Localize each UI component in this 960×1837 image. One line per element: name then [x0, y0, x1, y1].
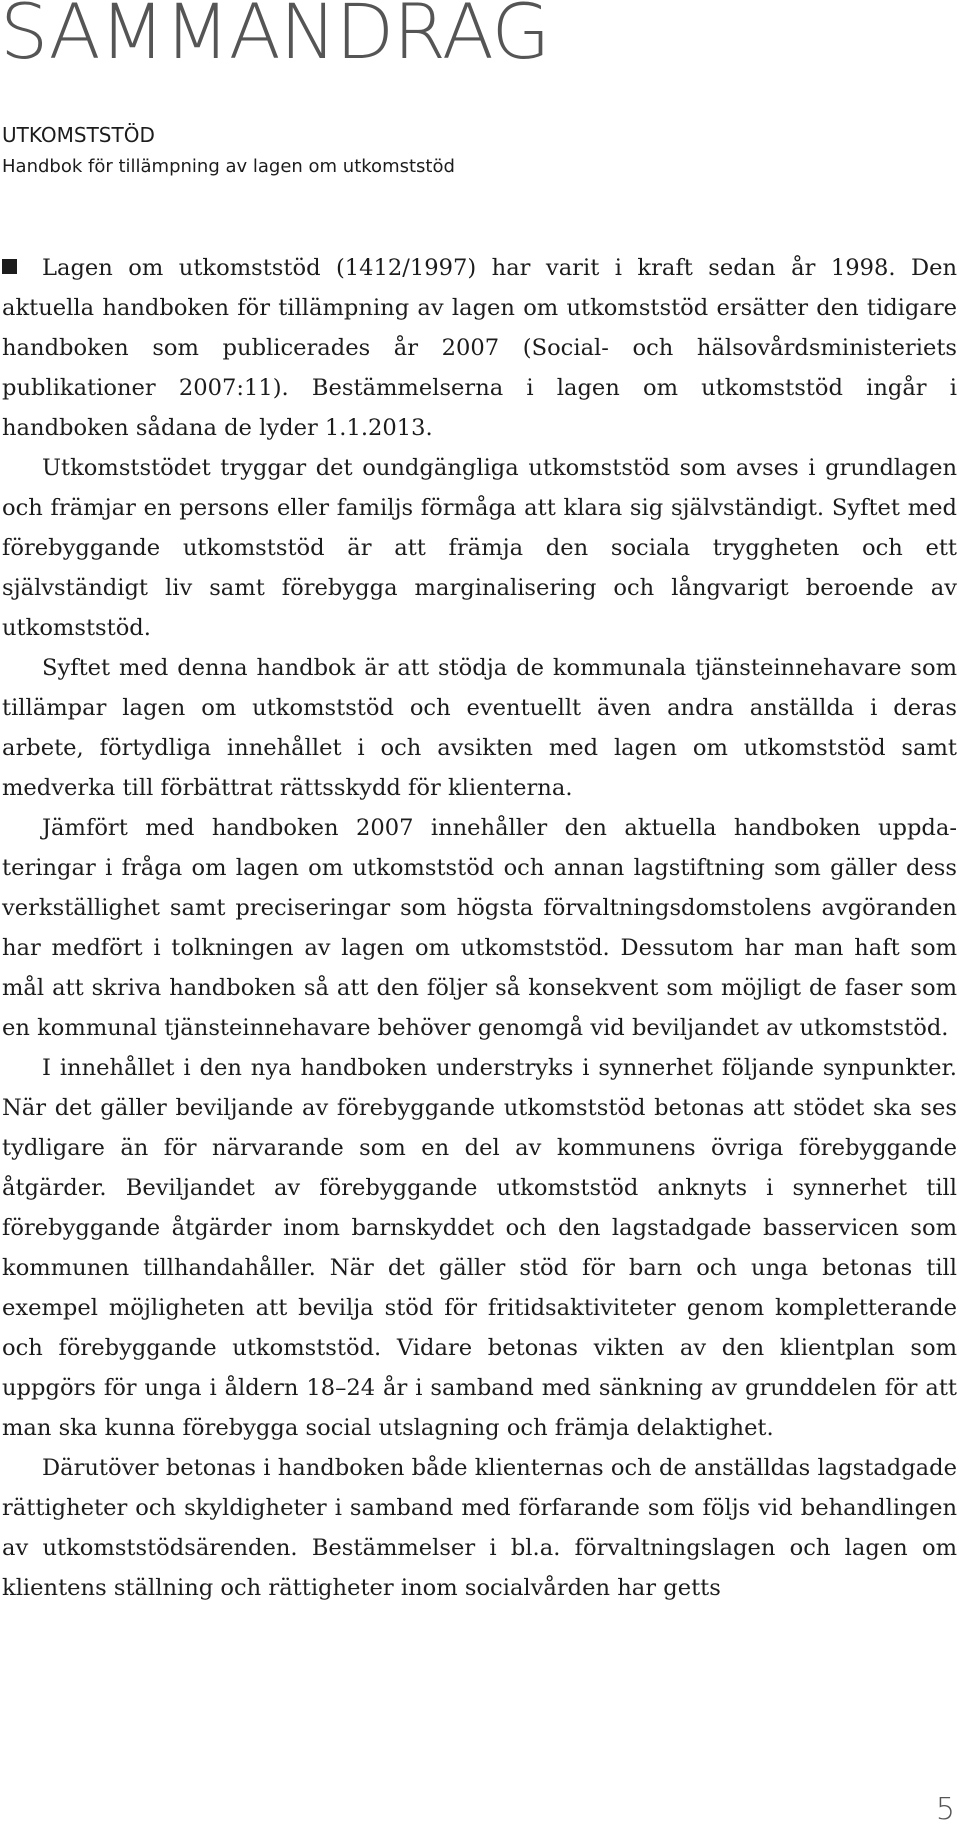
page-title: SAMMANDRAG [0, 0, 550, 76]
paragraph: Jämfört med handboken 2007 innehåller den aktuella handboken uppdateringar i fråga om lagen om utkomststöd och annan lagstiftning som gäller dess verkställighet samt preciseringar som högsta förvaltningsdomstolens avgöranden har medfört i tolkningen av lagen om utkomststöd. Dessutom har man haft som mål att skriva handboken så att den följer så konsekvent som möjligt de faser som en kommunal tjänsteinnehavare behöver genomgå vid beviljandet av utkomststöd. [2, 815, 957, 1041]
paragraph: Därutöver betonas i handboken både klienternas och de anställdas lagstadgade rättigheter och skyldigheter i samband med förfarande som följs vid behandlingen av utkomststödsärenden. Bestämmelser i bl.a. förvaltningslagen och lagen om klientens ställning och rättigheter inom socialvården har getts [2, 1455, 957, 1601]
page-number: 5 [935, 1792, 955, 1827]
square-bullet-icon [2, 259, 17, 274]
body-text [2, 248, 957, 1608]
paragraph: Utkomststödet tryggar det oundgängliga utkomststöd som avses i grundlagen och främjar en persons eller familjs förmåga att klara sig självständigt. Syftet med förebyggande utkomststöd är att främja den sociala tryggheten och ett självständigt liv samt förebygga marginalisering och långvarigt beroende av utkomststöd. [2, 455, 957, 641]
document-subtitle: Handbok för tillämpning av lagen om utkomststöd [2, 156, 455, 177]
paragraph: Syftet med denna handbok är att stödja de kommunala tjänsteinnehavare som tillämpar lagen om utkomststöd och eventuellt även andra anställda i deras arbete, förtydliga innehållet i och avsikten med lagen om utkomststöd samt medverka till förbättrat rättsskydd för klienterna. [2, 655, 957, 801]
paragraph [2, 248, 957, 448]
paragraph: I innehållet i den nya handboken understryks i synnerhet följande synpunkter. När det gäller beviljande av förebyggande utkomststöd betonas att stödet ska ses tydligare än för närvarande som en del av kommunens övriga förebyggande åtgärder. Beviljandet av förebyggande utkomststöd anknyts i synnerhet till förebyggande åtgärder inom barnskyddet och den lagstadgade basservicen som kommunen tillhandahåller. När det gäller stöd för barn och unga betonas till exempel möjligheten att bevilja stöd för fritidsaktiviteter genom kompletterande och förebyggande utkomststöd. Vidare betonas vikten av den klientplan som uppgörs för unga i åldern 18–24 år i samband med sänkning av grunddelen för att man ska kunna förebygga social utslagning och främja delaktighet. [2, 1055, 957, 1441]
section-label: UTKOMSTSTÖD [2, 123, 155, 147]
paragraph-text: Lagen om utkomststöd (1412/1997) har varit i kraft sedan år 1998. Den aktuella handboken för tillämpning av lagen om utkomststöd ersätter den tidigare handboken som publicerades år 2007 (Social- och hälsovårdsministeriets publikationer 2007:11). Bestämmelserna i lagen om utkomststöd ingår i handboken sådana de lyder 1.1.2013. [2, 255, 957, 441]
